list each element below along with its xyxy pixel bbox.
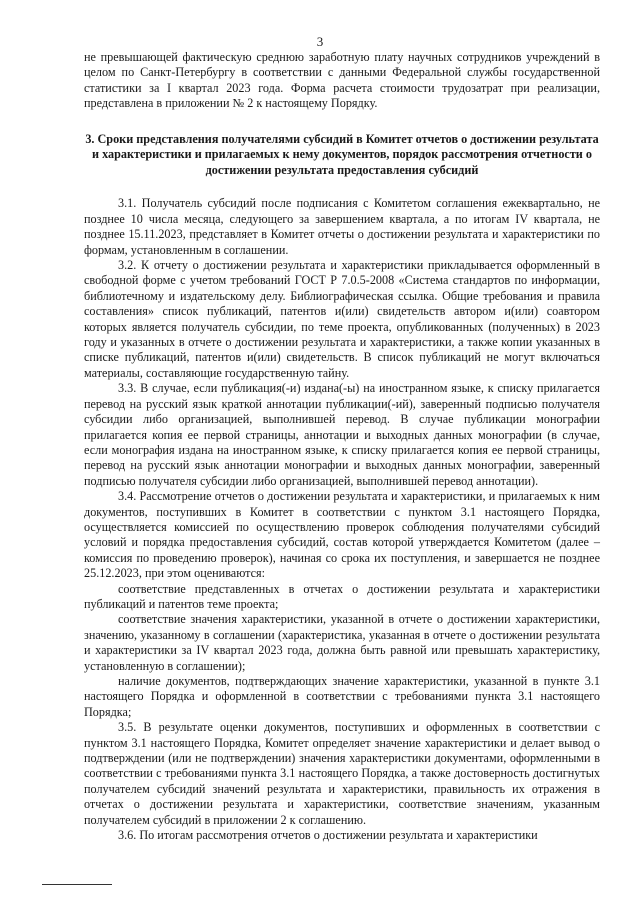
section-heading: 3. Сроки представления получателями субсидий в Комитет отчетов о достижении результата и характеристики и прилагаемых к нему документов, порядок рассмотрения отчетности о достижении результата предоставления субсидий [85, 131, 599, 177]
criterion-item: соответствие значения характеристики, указанной в отчете о достижении характеристики, значению, указанному в соглашении (характеристика, указанная в отчете о достижении результата и характеристики за IV квартал 2023 года, должна быть равной или превышать характеристику, установленную в соглашении); [84, 612, 600, 673]
footnote-divider [42, 884, 112, 885]
paragraph-3-5: 3.5. В результате оценки документов, поступивших и оформленных в соответствии с пунктом 3.1 настоящего Порядка, Комитет определяет значение характеристики и делает вывод о подтверждении (или не подтверждении) значения характеристики документами, оформленными в соответствии с требованиями пункта 3.1 настоящего Порядка, а также достоверность достигнутых получателем субсидий значений результата и характеристики, правильность их отражения в отчетах о достижении результата и характеристики, соответствие значениям, указанным получателем субсидий в приложении 2 к соглашению. [84, 720, 600, 827]
paragraph-3-4: 3.4. Рассмотрение отчетов о достижении результата и характеристики, и прилагаемых к ним документов, поступивших в Комитет в соответствии с пунктом 3.1 настоящего Порядка, осуществляется комиссией по осуществлению проверок соблюдения получателями субсидий условий и порядка предоставления субсидий, состав которой утверждается Комитетом (далее – комиссия по проведению проверок), начиная со срока их поступления, и завершается не позднее 25.12.2023, при этом оцениваются: [84, 489, 600, 581]
paragraph-3-2: 3.2. К отчету о достижении результата и характеристики прикладывается оформленный в свободной форме с учетом требований ГОСТ Р 7.0.5-2008 «Система стандартов по информации, библиотечному и издательскому делу. Библиографическая ссылка. Общие требования и правила составления» список публикаций, патентов и(или) свидетельств автором и(или) соавтором которых является получатель субсидии, по теме проекта, опубликованных (полученных) в 2023 году и указанных в отчете о достижении результата и характеристики, а также копии указанных в списке публикаций, патентов и(или) свидетельств. В список публикаций не могут включаться материалы, составляющие государственную тайну. [84, 258, 600, 380]
intro-paragraph: не превышающей фактическую среднюю заработную плату научных сотрудников учреждений в целом по Санкт-Петербургу в соответствии с данными Федеральной службы государственной статистики за I квартал 2023 года. Форма расчета стоимости трудозатрат при реализации, представлена в приложении № 2 к настоящему Порядку. [84, 50, 600, 111]
criterion-item: наличие документов, подтверждающих значение характеристики, указанной в пункте 3.1 настоящего Порядка и оформленной в соответствии с требованиями пункта 3.1 настоящего Порядка; [84, 674, 600, 719]
criterion-item: соответствие представленных в отчетах о достижении результата и характеристики публикаций и патентов теме проекта; [84, 581, 600, 611]
page-number: 3 [316, 34, 324, 49]
paragraph-3-6: 3.6. По итогам рассмотрения отчетов о достижении результата и характеристики [118, 828, 538, 843]
paragraph-3-1: 3.1. Получатель субсидий после подписания с Комитетом соглашения ежеквартально, не позднее 10 числа месяца, следующего за завершением квартала, а по итогам IV квартала, не позднее 15.11.2023, представляет в Комитет отчеты о достижении результата и характеристики по формам, установленным в соглашении. [84, 196, 600, 257]
paragraph-3-3: 3.3. В случае, если публикация(-и) издана(-ы) на иностранном языке, к списку прилагается перевод на русский язык краткой аннотации публикации(-ий), заверенный подписью получателя субсидии либо организацией, выполнившей перевод. В случае публикации монографии прилагается копия ее первой страницы, аннотации и выходных данных монографии (в случае, если монография издана на иностранном языке, к списку прилагается копия ее первой страницы, перевод на русский язык аннотации монографии и выходных данных монографии, заверенный подписью получателя субсидии либо организацией, выполнившей перевод аннотации). [84, 381, 600, 488]
document-body [84, 50, 600, 843]
